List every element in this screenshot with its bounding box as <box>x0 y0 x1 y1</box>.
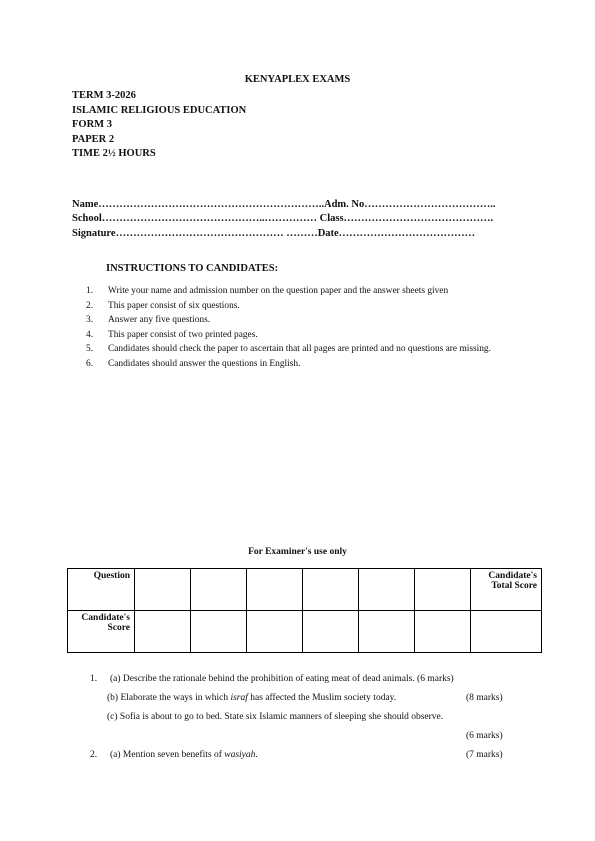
candidate-score-row <box>68 611 542 653</box>
question-2-number: 2. <box>90 750 98 760</box>
question-1a: (a) Describe the rationale behind the prohibition of eating meat of dead animals. (6 marks) <box>110 674 454 684</box>
form-line: FORM 3 <box>72 119 112 130</box>
score-cell[interactable] <box>415 611 471 653</box>
score-cell[interactable] <box>303 569 359 611</box>
question-label: Question <box>68 569 135 611</box>
score-cell[interactable] <box>191 569 247 611</box>
exam-name: KENYAPLEX EXAMS <box>244 74 351 85</box>
score-cell[interactable] <box>247 569 303 611</box>
instruction-item: 2. This paper consist of six questions. <box>86 300 240 311</box>
examiner-section-title: For Examiner's use only <box>248 547 347 557</box>
time-line: TIME 2½ HOURS <box>72 148 156 159</box>
score-cell[interactable] <box>135 611 191 653</box>
instruction-item: 5. Candidates should check the paper to ascertain that all pages are printed and no questions are missing. <box>86 344 491 354</box>
total-score-label: Candidate's Total Score <box>471 569 542 611</box>
paper-line: PAPER 2 <box>72 133 115 145</box>
instruction-item: 4. This paper consist of two printed pages. <box>86 329 258 340</box>
instruction-item: 1. Write your name and admission number on the question paper and the answer sheets given <box>86 286 449 296</box>
question-1b: (b) Elaborate the ways in which israf has affected the Muslim society today. <box>107 693 397 703</box>
subject-line: ISLAMIC RELIGIOUS EDUCATION <box>72 104 247 116</box>
score-cell[interactable] <box>415 569 471 611</box>
paper-header <box>72 89 246 162</box>
score-cell[interactable] <box>247 611 303 653</box>
term-line: TERM 3-2026 <box>72 90 136 101</box>
score-cell[interactable] <box>359 569 415 611</box>
instructions-title: INSTRUCTIONS TO CANDIDATES: <box>106 263 279 274</box>
total-score-cell[interactable] <box>471 611 542 653</box>
score-cell[interactable] <box>135 569 191 611</box>
question-1c-marks: (6 marks) <box>466 731 503 741</box>
school-class-field[interactable]: School………………………………………..…………… Class……………………………………. <box>72 213 494 224</box>
signature-date-field[interactable]: Signature………………………………………… ………Date………………………………… <box>72 228 476 239</box>
instructions-list <box>86 284 526 371</box>
examiner-score-table <box>67 568 542 653</box>
name-admno-field[interactable]: Name………………………………………………………..Adm. No……………………………….. <box>72 199 496 210</box>
score-cell[interactable] <box>191 611 247 653</box>
question-2a: (a) Mention seven benefits of wasiyah. <box>110 750 258 760</box>
candidate-score-label: Candidate's Score <box>68 611 135 653</box>
instruction-item: 3. Answer any five questions. <box>86 315 211 325</box>
question-1-number: 1. <box>90 674 98 684</box>
score-cell[interactable] <box>303 611 359 653</box>
question-2a-marks: (7 marks) <box>466 750 503 760</box>
question-1c: (c) Sofia is about to go to bed. State six Islamic manners of sleeping she should observe. <box>107 712 444 722</box>
score-cell[interactable] <box>359 611 415 653</box>
instruction-item: 6. Candidates should answer the questions in English. <box>86 358 301 369</box>
question-1b-marks: (8 marks) <box>466 693 503 703</box>
question-row <box>68 569 542 611</box>
